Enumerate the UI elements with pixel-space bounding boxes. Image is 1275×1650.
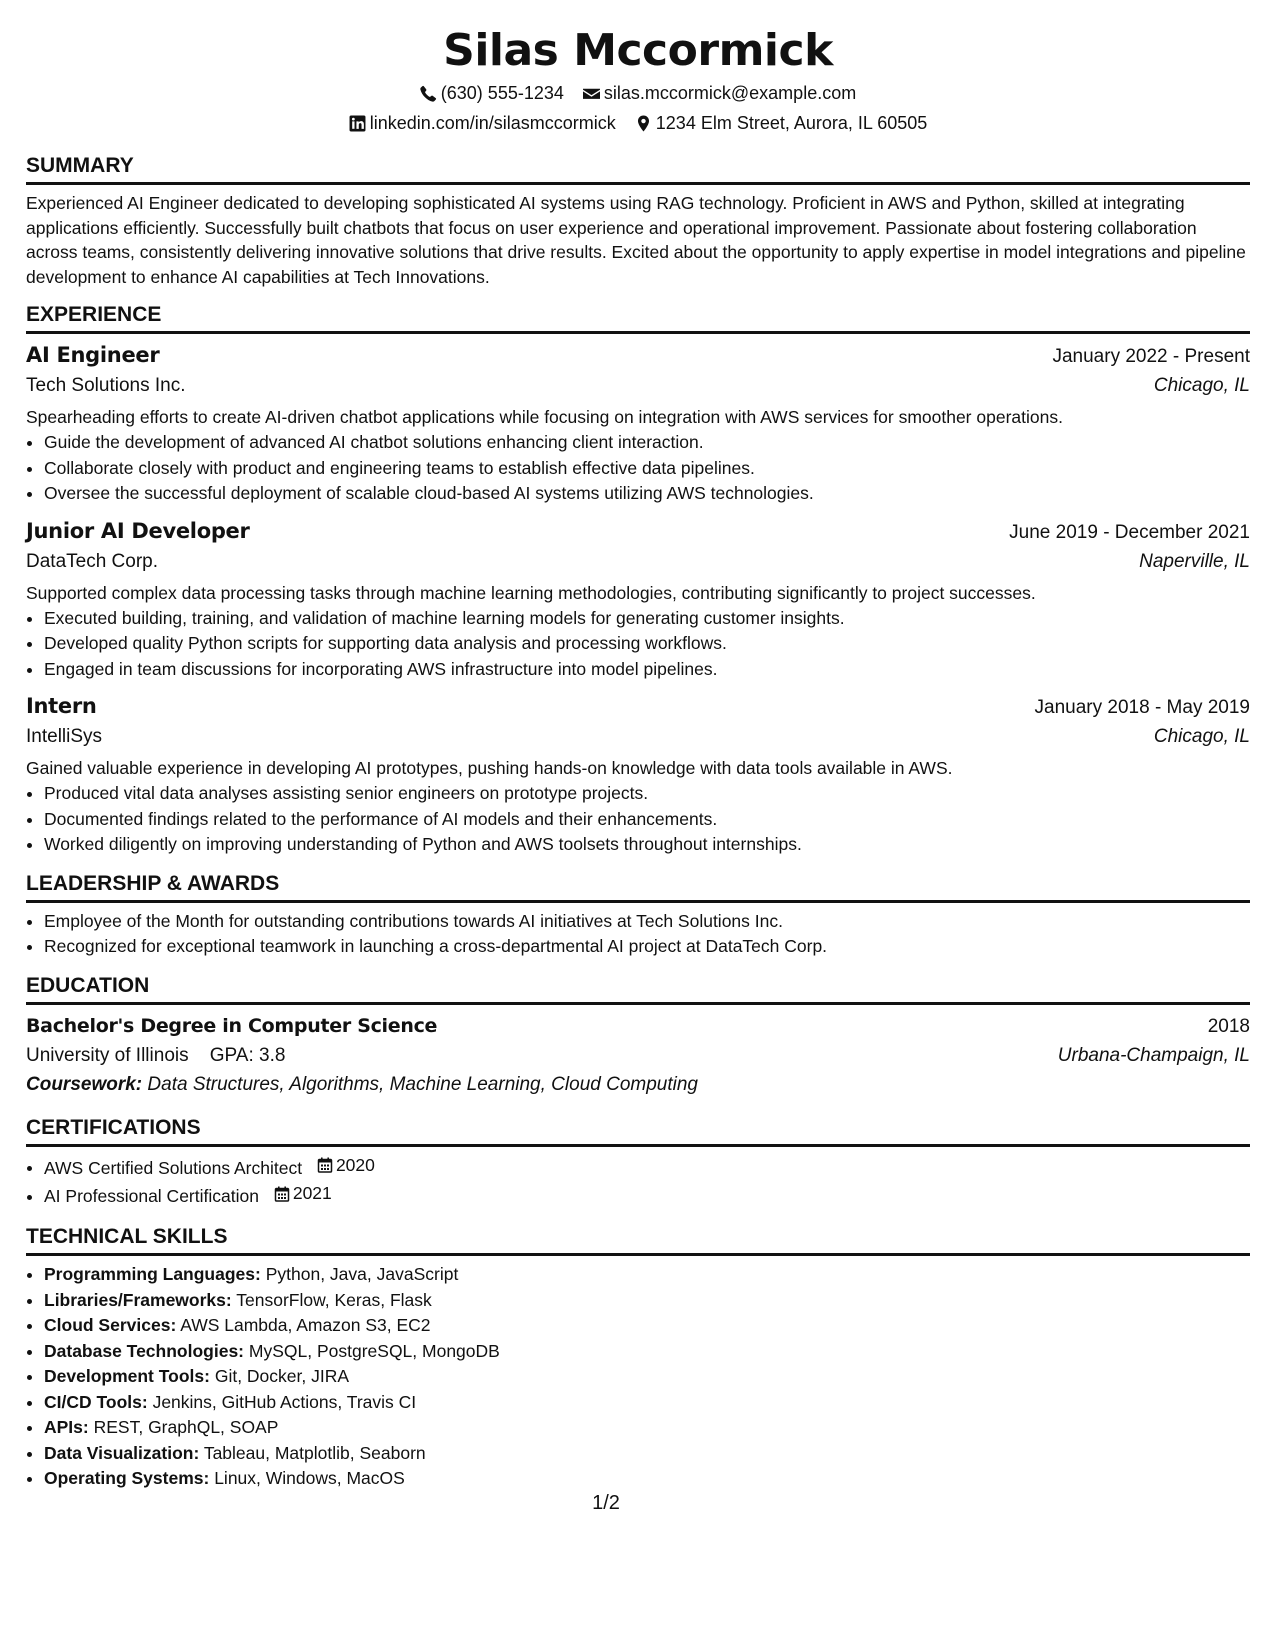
section-title-experience: EXPERIENCE [26,301,1250,334]
skill-label: Operating Systems: [44,1468,210,1488]
skill-value: TensorFlow, Keras, Flask [236,1289,432,1310]
summary-section [26,152,1250,289]
job-entry [26,516,1250,683]
leadership-list [26,909,1250,960]
email-text: silas.mccormick@example.com [603,83,857,103]
job-company: Tech Solutions Inc. [26,375,186,396]
skill-value: REST, GraphQL, SOAP [93,1417,279,1437]
list-item: • Collaborate closely with product and engineering teams to establish effective data pipelines. [44,456,1250,482]
email-contact[interactable] [583,78,856,108]
skill-label: APIs: [44,1417,89,1437]
skill-value: Jenkins, GitHub Actions, Travis CI [152,1391,417,1412]
certifications-list [26,1153,1250,1210]
list-item: • Oversee the successful deployment of scalable cloud-based AI systems utilizing AWS technologies. [44,481,1250,507]
skill-value: Python, Java, JavaScript [265,1264,459,1284]
job-dates: June 2019 - December 2021 [1009,521,1250,543]
list-item: • Developed quality Python scripts for supporting data analysis and processing workflows. [44,631,1250,657]
job-bullets [26,606,1250,683]
job-title: Junior AI Developer [26,518,250,543]
section-title-skills: TECHNICAL SKILLS [26,1223,1250,1256]
school-name: University of Illinois [26,1044,189,1066]
section-title-summary: SUMMARY [26,152,1250,185]
cert-name: AI Professional Certification [44,1185,259,1206]
resume-page [26,0,1250,1492]
page-number: 1/2 [592,1492,620,1514]
job-entry [26,691,1250,858]
list-item: • Engaged in team discussions for incorporating AWS infrastructure into model pipelines. [44,657,1250,683]
cert-date [317,1153,375,1179]
skill-label: Data Visualization: [44,1442,200,1463]
list-item: • Employee of the Month for outstanding contributions towards AI initiatives at Tech Solutions Inc. [44,909,1250,935]
skill-value: Git, Docker, JIRA [214,1366,350,1386]
list-item: • Executed building, training, and validation of machine learning models for generating customer insights. [44,606,1250,632]
address-contact [635,108,928,138]
map-pin-icon [635,115,652,132]
list-item [44,1288,1250,1314]
list-item [44,1466,1250,1492]
section-title-certifications: CERTIFICATIONS [26,1114,1250,1147]
list-item: • Worked diligently on improving understanding of Python and AWS toolsets throughout internships. [44,832,1250,858]
education-section [26,972,1250,1100]
job-dates: January 2022 - Present [1052,346,1250,367]
coursework [26,1070,1250,1100]
list-item [44,1153,1250,1181]
skill-label: Programming Languages: [44,1264,261,1284]
section-title-leadership: LEADERSHIP & AWARDS [26,870,1250,903]
job-dates: January 2018 - May 2019 [1034,697,1250,718]
job-title: AI Engineer [26,343,160,367]
skill-value: Tableau, Matplotlib, Seaborn [203,1442,426,1463]
job-company: IntelliSys [26,726,103,747]
skill-label: Cloud Services: [44,1315,177,1335]
job-description: Gained valuable experience in developing AI prototypes, pushing hands-on knowledge with data tools available in AWS. [26,758,953,778]
job-location: Chicago, IL [1153,375,1250,396]
calendar-icon [317,1157,333,1173]
list-item: • Documented findings related to the performance of AI models and their enhancements. [44,807,1250,833]
job-location: Chicago, IL [1153,726,1250,747]
summary-text: Experienced AI Engineer dedicated to developing sophisticated AI systems using RAG technology. Proficient in AWS and Python, skilled at integrating applications efficiently. Successfully built chatbots that focus on user experience and operational improvement. Passionate about fostering collaboration across teams, consistently delivering innovative solutions that drive results. Excited about the opportunity to apply expertise in model integrations and pipeline development to enhance AI capabilities at Tech Innovations. [26,193,1246,287]
degree: Bachelor's Degree in Computer Science [26,1014,438,1037]
list-item [44,1262,1250,1288]
list-item: • Produced vital data analyses assisting senior engineers on prototype projects. [44,781,1250,807]
job-company: DataTech Corp. [26,550,159,572]
linkedin-contact[interactable] [349,108,616,138]
linkedin-text: linkedin.com/in/silasmccormick [369,113,616,133]
job-entry [26,340,1250,507]
leadership-section [26,870,1250,960]
list-item: • Recognized for exceptional teamwork in launching a cross-departmental AI project at DataTech Corp. [44,934,1250,960]
graduation-year: 2018 [1207,1015,1250,1037]
skills-section [26,1223,1250,1492]
list-item [44,1441,1250,1467]
certifications-section [26,1114,1250,1210]
skill-value: AWS Lambda, Amazon S3, EC2 [180,1315,431,1335]
list-item [44,1313,1250,1339]
cert-year: 2021 [292,1182,332,1203]
school-location: Urbana-Champaign, IL [1057,1044,1250,1066]
skill-label: Database Technologies: [44,1340,245,1361]
list-item [44,1390,1250,1416]
section-title-education: EDUCATION [26,972,1250,1005]
skill-label: Development Tools: [44,1366,210,1386]
skill-value: Linux, Windows, MacOS [214,1468,405,1488]
calendar-icon [274,1186,290,1202]
phone-contact [420,78,564,108]
phone-icon [420,85,437,102]
list-item [44,1364,1250,1390]
list-item: • Guide the development of advanced AI chatbot solutions enhancing client interaction. [44,430,1250,456]
job-location: Naperville, IL [1139,550,1250,572]
linkedin-icon [349,115,366,132]
job-description: Spearheading efforts to create AI-driven chatbot applications while focusing on integration with AWS services for smoother operations. [26,407,1063,427]
contact-line-2 [26,108,1250,138]
cert-name: AWS Certified Solutions Architect [44,1157,303,1178]
job-bullets [26,781,1250,858]
coursework-label: Coursework: [26,1073,143,1095]
job-bullets [26,430,1250,507]
contact-line-1 [26,78,1250,108]
skill-label: CI/CD Tools: [44,1391,148,1412]
skill-value: MySQL, PostgreSQL, MongoDB [248,1340,500,1361]
address-text: 1234 Elm Street, Aurora, IL 60505 [655,113,928,133]
job-description: Supported complex data processing tasks through machine learning methodologies, contributing significantly to project successes. [26,582,1036,603]
list-item [44,1415,1250,1441]
list-item [44,1181,1250,1209]
school-line [26,1042,285,1070]
envelope-icon [583,85,600,102]
list-item [44,1339,1250,1365]
cert-year: 2020 [335,1154,375,1175]
coursework-list: Data Structures, Algorithms, Machine Learning, Cloud Computing [147,1073,698,1095]
gpa: GPA: 3.8 [209,1044,286,1066]
candidate-name: Silas Mccormick [443,25,833,76]
phone-text: (630) 555-1234 [440,83,564,103]
skill-label: Libraries/Frameworks: [44,1289,232,1310]
cert-date [274,1181,332,1207]
skills-list [26,1262,1250,1492]
experience-section [26,301,1250,858]
job-title: Intern [26,694,97,718]
